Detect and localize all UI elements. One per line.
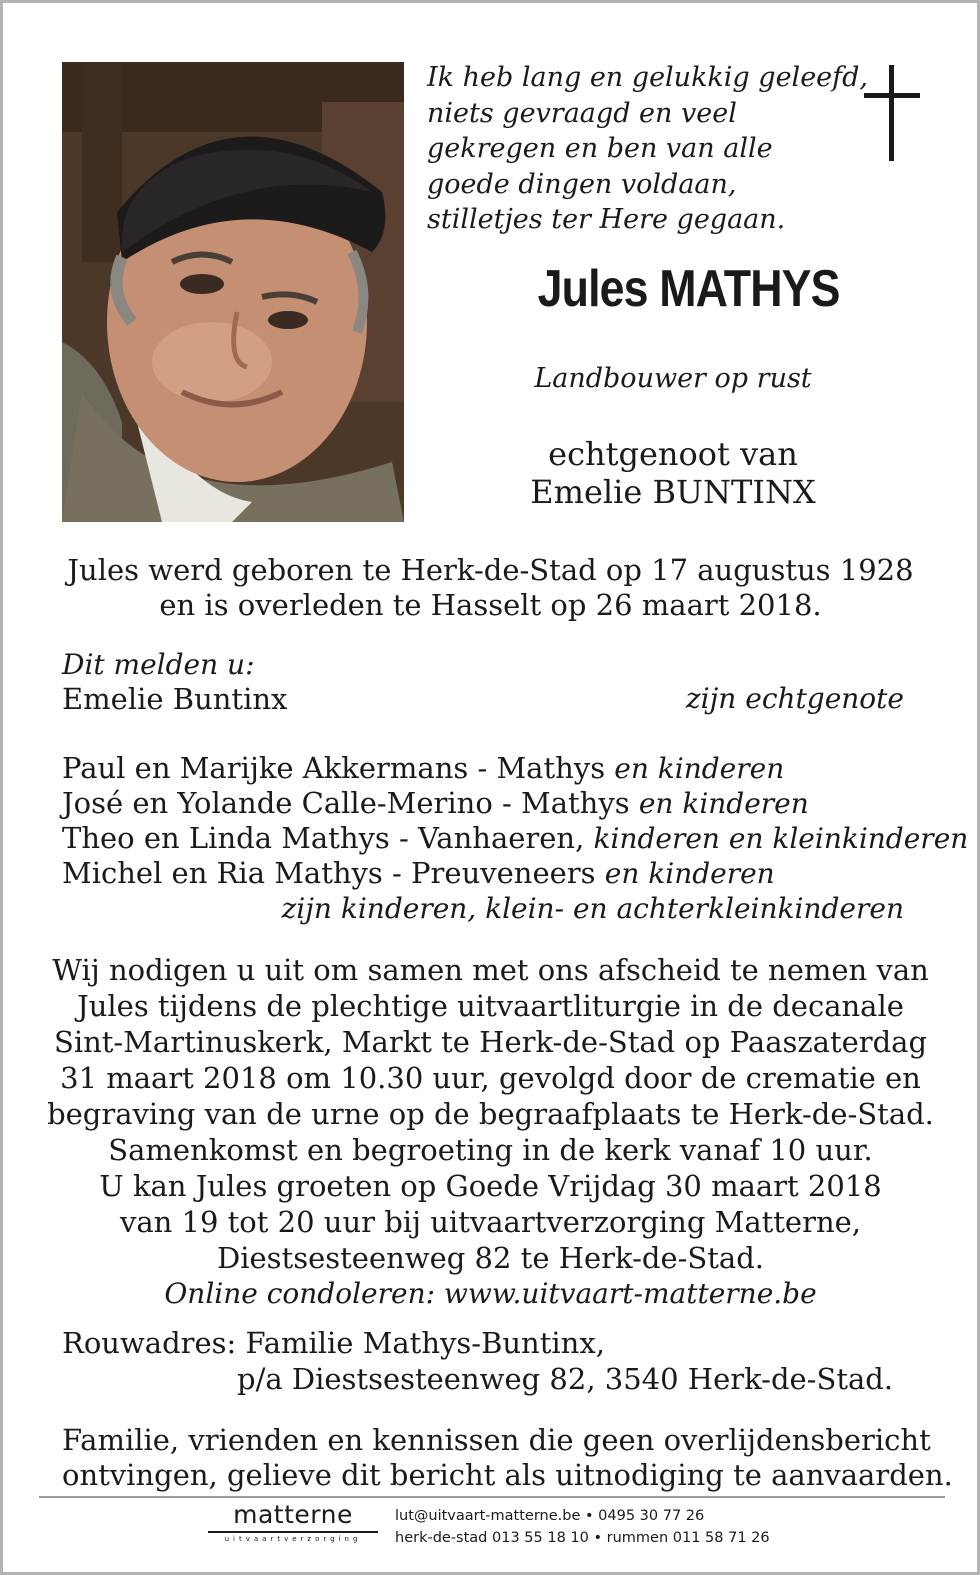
child-names: José en Yolande Calle-Merino - Mathys xyxy=(62,786,630,820)
closing-note xyxy=(62,1423,953,1493)
invitation-line: Wij nodigen u uit om samen met ons afscheid te nemen van xyxy=(52,953,929,987)
mourning-address xyxy=(62,1325,922,1397)
announcement-label: Dit melden u: xyxy=(62,648,255,681)
contact-line: herk-de-stad 013 55 18 10 • rummen 011 58 71 26 xyxy=(395,1530,770,1546)
list-item xyxy=(62,786,904,821)
funeral-home-contact xyxy=(395,1505,770,1549)
poem-line: Ik heb lang en gelukkig geleefd, xyxy=(427,62,869,93)
poem-line: stilletjes ter Here gegaan. xyxy=(427,204,786,236)
poem xyxy=(427,60,869,238)
child-names: Theo en Linda Mathys - Vanhaeren, xyxy=(62,821,585,855)
poem-line: niets gevraagd en veel xyxy=(427,97,737,129)
invitation-line: begraving van de urne op de begraafplaats te Herk-de-Stad. xyxy=(47,1097,934,1131)
children-list xyxy=(62,751,969,926)
invitation-line: Sint-Martinuskerk, Markt te Herk-de-Stad op Paaszaterdag xyxy=(53,1025,928,1059)
list-item xyxy=(62,751,904,786)
invitation-line: 31 maart 2018 om 10.30 uur, gevolgd door de crematie en xyxy=(60,1061,921,1095)
invitation-line: van 19 tot 20 uur bij uitvaartverzorging Matterne, xyxy=(119,1205,862,1239)
portrait-illustration xyxy=(62,62,404,522)
spouse-announcement-row xyxy=(62,682,904,716)
portrait-photo xyxy=(62,62,404,522)
child-suffix: en kinderen xyxy=(604,857,775,890)
child-names: Michel en Ria Mathys - Preuveneers xyxy=(62,856,596,890)
birth-line: Jules werd geboren te Herk-de-Stad op 17 augustus 1928 xyxy=(67,553,914,587)
funeral-home-logo xyxy=(208,1501,378,1544)
children-summary: zijn kinderen, klein- en achterkleinkinderen xyxy=(281,892,904,925)
poem-line: goede dingen voldaan, xyxy=(427,168,737,200)
logo-brand: matterne xyxy=(233,1500,353,1529)
online-condolence-link[interactable]: Online condoleren: www.uitvaart-matterne.be xyxy=(164,1277,817,1310)
list-item xyxy=(62,856,904,891)
child-suffix: en kinderen xyxy=(614,752,785,785)
invitation-line: Jules tijdens de plechtige uitvaartliturgie in de decanale xyxy=(77,989,904,1023)
closing-line: ontvingen, gelieve dit bericht als uitnodiging te aanvaarden. xyxy=(62,1458,953,1492)
spouse-block xyxy=(443,435,903,511)
surviving-spouse-name: Emelie Buntinx xyxy=(62,682,288,716)
deceased-name: Jules MATHYS xyxy=(537,260,840,318)
spouse-name: Emelie BUNTINX xyxy=(530,473,816,511)
invitation-line: U kan Jules groeten op Goede Vrijdag 30 maart 2018 xyxy=(99,1169,882,1203)
deceased-profession: Landbouwer op rust xyxy=(534,363,812,394)
birth-death-text xyxy=(43,553,938,623)
child-names: Paul en Marijke Akkermans - Mathys xyxy=(62,751,606,785)
cross-icon xyxy=(864,65,922,163)
spouse-label: echtgenoot van xyxy=(548,435,798,473)
footer-divider xyxy=(39,1496,945,1498)
surviving-spouse-role: zijn echtgenote xyxy=(685,682,904,715)
address-line: Rouwadres: Familie Mathys-Buntinx, xyxy=(62,1326,605,1360)
invitation-line: Samenkomst en begroeting in de kerk vanaf 10 uur. xyxy=(108,1133,873,1167)
child-suffix: kinderen en kleinkinderen xyxy=(593,822,969,855)
contact-line: lut@uitvaart-matterne.be • 0495 30 77 26 xyxy=(395,1508,705,1524)
list-item xyxy=(62,821,969,856)
invitation-text xyxy=(23,952,958,1312)
death-line: en is overleden te Hasselt op 26 maart 2018. xyxy=(159,588,822,622)
child-suffix: en kinderen xyxy=(638,787,809,820)
closing-line: Familie, vrienden en kennissen die geen overlijdensbericht xyxy=(62,1423,931,1457)
invitation-line: Diestsesteenweg 82 te Herk-de-Stad. xyxy=(216,1241,765,1275)
logo-underline xyxy=(208,1531,378,1533)
logo-subtitle: uitvaartverzorging xyxy=(224,1535,362,1543)
address-line: p/a Diestsesteenweg 82, 3540 Herk-de-Stad. xyxy=(237,1362,894,1396)
poem-line: gekregen en ben van alle xyxy=(427,133,773,165)
